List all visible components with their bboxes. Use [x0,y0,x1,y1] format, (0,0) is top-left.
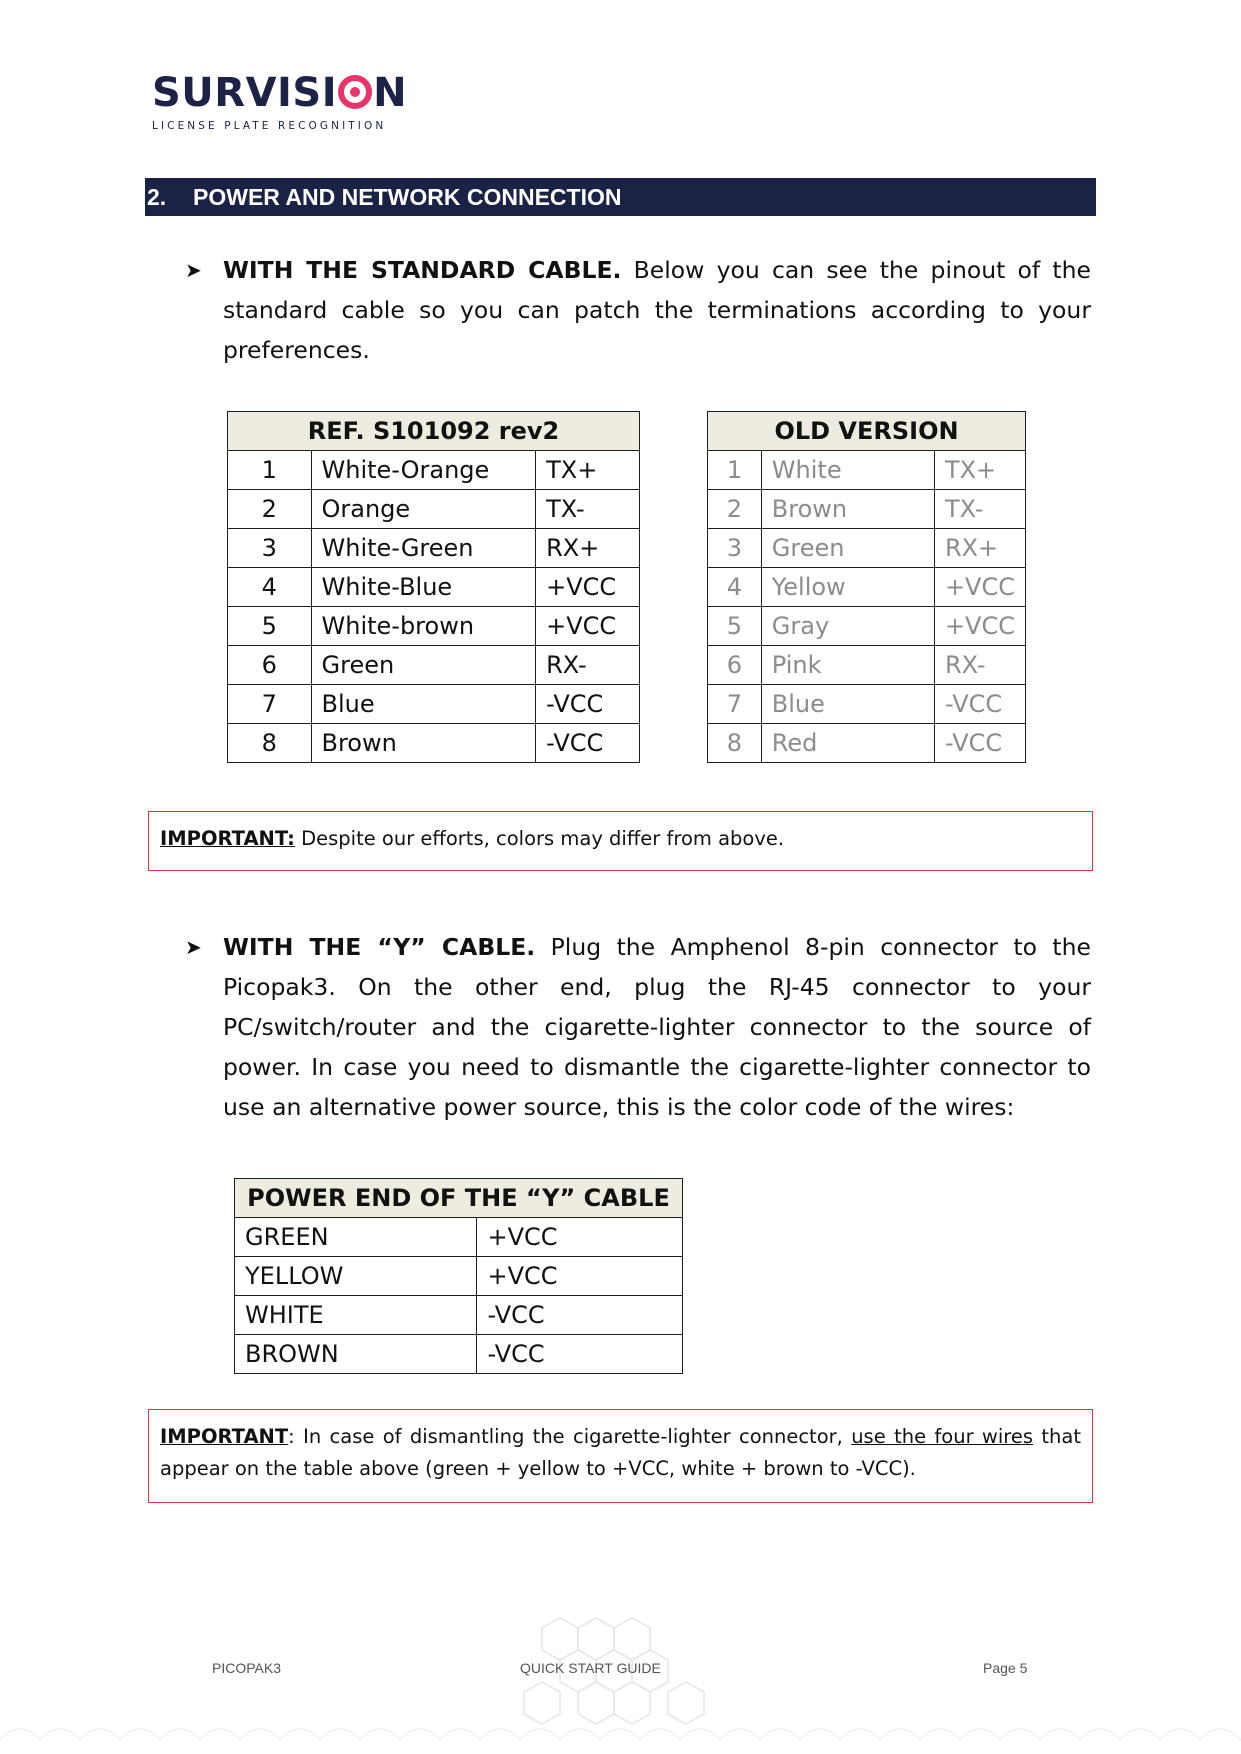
pinout-rev2-row [228,724,640,763]
section-title: POWER AND NETWORK CONNECTION [193,184,622,210]
power-end-cell: GREEN [235,1218,477,1257]
important-text: Despite our efforts, colors may differ from above. [294,827,785,850]
pinout-old-cell: +VCC [934,568,1025,607]
pinout-rev2-cell: -VCC [536,724,640,763]
power-end-row [235,1218,683,1257]
footer-left: PICOPAK3 [212,1660,281,1676]
pinout-rev2-cell: RX+ [536,529,640,568]
power-end-cell: -VCC [477,1335,683,1374]
pinout-rev2-cell: Brown [311,724,536,763]
pinout-old-row [708,607,1026,646]
pinout-rev2-cell: RX- [536,646,640,685]
pinout-rev2-cell: 4 [228,568,312,607]
y-cable-text: Plug the Amphenol 8-pin connector to the Picopak3. On the other end, plug the RJ-45 connector to your PC/switch/router and the cigarette-lighter connector to the source of power. In case you need to dismantle the cigarette-lighter connector to use an alternative power source, this is the color code of the wires: [223,933,1091,1121]
pinout-rev2-cell: 8 [228,724,312,763]
pinout-old-row [708,568,1026,607]
power-end-cell: +VCC [477,1218,683,1257]
pinout-rev2-cell: TX+ [536,451,640,490]
pinout-old-cell: 7 [708,685,762,724]
pinout-old-cell: White [761,451,934,490]
power-end-table-header: POWER END OF THE “Y” CABLE [235,1179,683,1218]
pinout-old-cell: Yellow [761,568,934,607]
important-text-before: : In case of dismantling the cigarette-lighter connector, [288,1425,852,1448]
pinout-old-cell: -VCC [934,724,1025,763]
arrow-bullet-icon: ➤ [185,935,202,959]
important-text-underlined: use the four wires [851,1425,1034,1448]
pinout-old-cell: 2 [708,490,762,529]
power-end-row [235,1335,683,1374]
pinout-old-cell: Gray [761,607,934,646]
pinout-table-rev2 [227,411,640,763]
pinout-old-cell: Blue [761,685,934,724]
pinout-old-cell: TX- [934,490,1025,529]
power-end-cell: YELLOW [235,1257,477,1296]
pinout-old-cell: 1 [708,451,762,490]
footer-center: QUICK START GUIDE [520,1660,661,1676]
pinout-rev2-row [228,529,640,568]
pinout-old-cell: +VCC [934,607,1025,646]
power-end-cell: -VCC [477,1296,683,1335]
logo-wordmark: SURVISI N [152,70,408,116]
hexagon-pattern-decoration [0,1600,1241,1754]
pinout-rev2-cell: TX- [536,490,640,529]
logo-eye-icon [338,75,372,109]
pinout-old-row [708,646,1026,685]
footer-page-number: Page 5 [983,1660,1028,1676]
pinout-old-cell: Green [761,529,934,568]
pinout-table-old-header: OLD VERSION [708,412,1026,451]
section-heading [145,178,1096,216]
pinout-old-row [708,451,1026,490]
pinout-old-cell: -VCC [934,685,1025,724]
pinout-old-cell: Brown [761,490,934,529]
pinout-old-cell: 4 [708,568,762,607]
power-end-cell: +VCC [477,1257,683,1296]
pinout-old-cell: 6 [708,646,762,685]
logo-tagline: LICENSE PLATE RECOGNITION [152,120,387,132]
pinout-rev2-row [228,490,640,529]
standard-cable-paragraph [223,250,1091,370]
pinout-rev2-row [228,685,640,724]
pinout-rev2-cell: White-Green [311,529,536,568]
pinout-rev2-row [228,607,640,646]
power-end-table [234,1178,683,1374]
pinout-rev2-cell: 3 [228,529,312,568]
important-text-after: that appear on the table above (green + yellow to +VCC, white + brown to -VCC). [160,1425,1081,1480]
power-end-row [235,1296,683,1335]
pinout-rev2-cell: 5 [228,607,312,646]
pinout-old-cell: 5 [708,607,762,646]
pinout-table-old [707,411,1026,763]
standard-cable-text: Below you can see the pinout of the standard cable so you can patch the terminations according to your preferences. [223,256,1091,364]
pinout-rev2-cell: 2 [228,490,312,529]
pinout-old-cell: RX- [934,646,1025,685]
pinout-old-cell: Pink [761,646,934,685]
pinout-rev2-cell: 6 [228,646,312,685]
pinout-old-cell: 8 [708,724,762,763]
pinout-old-row [708,724,1026,763]
important-note-colors [148,811,1093,871]
pinout-rev2-cell: White-Orange [311,451,536,490]
power-end-cell: BROWN [235,1335,477,1374]
pinout-rev2-cell: Orange [311,490,536,529]
pinout-rev2-cell: Blue [311,685,536,724]
pinout-rev2-row [228,451,640,490]
standard-cable-lead: WITH THE STANDARD CABLE. [223,256,622,284]
pinout-old-row [708,685,1026,724]
pinout-rev2-cell: +VCC [536,607,640,646]
power-end-row [235,1257,683,1296]
pinout-old-cell: 3 [708,529,762,568]
pinout-rev2-cell: White-Blue [311,568,536,607]
pinout-rev2-cell: 7 [228,685,312,724]
pinout-old-cell: Red [761,724,934,763]
pinout-old-cell: RX+ [934,529,1025,568]
pinout-old-row [708,490,1026,529]
important-note-wires [148,1409,1093,1503]
pinout-rev2-cell: White-brown [311,607,536,646]
survision-logo [152,70,412,140]
pinout-table-rev2-header: REF. S101092 rev2 [228,412,640,451]
pinout-rev2-cell: -VCC [536,685,640,724]
pinout-rev2-row [228,646,640,685]
pinout-old-row [708,529,1026,568]
pinout-rev2-cell: Green [311,646,536,685]
y-cable-lead: WITH THE “Y” CABLE. [223,933,536,961]
power-end-cell: WHITE [235,1296,477,1335]
pinout-old-cell: TX+ [934,451,1025,490]
pinout-rev2-cell: 1 [228,451,312,490]
pinout-rev2-cell: +VCC [536,568,640,607]
section-number: 2. [147,184,167,210]
arrow-bullet-icon: ➤ [185,258,202,282]
important-label: IMPORTANT: [160,827,295,850]
y-cable-paragraph [223,927,1091,1127]
important-label: IMPORTANT [160,1425,289,1448]
pinout-rev2-row [228,568,640,607]
